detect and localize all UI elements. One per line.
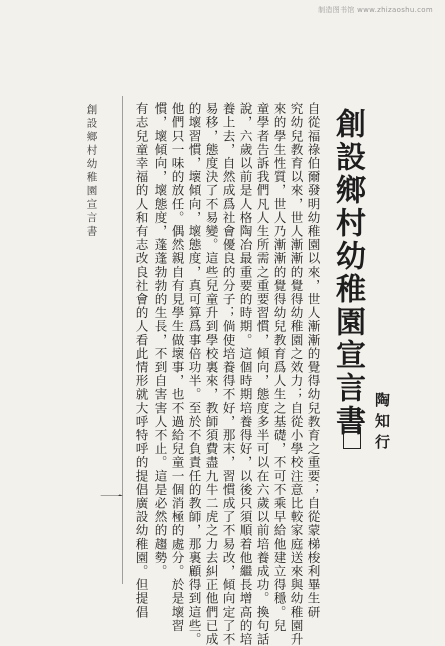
body-line: 慣，壞傾向，壞態度，蓬蓬勃勃的生長，不到自害害人不止。這是必然的趨勢。 (152, 102, 168, 578)
running-footer: 創設鄉村幼稚園宣言書 (85, 104, 98, 239)
document-title: 創設鄉村幼稚園宣言書 (330, 108, 365, 438)
body-line: 易移，態度決了不易變。這些兒童升到學校裏來，教師須費盡九牛二虎之力去糾正他們已成 (203, 102, 219, 646)
author-name: 陶知行 (373, 392, 391, 455)
body-line: 的壞習慣，壞傾向，壞態度，真可算爲事倍功半。至於不負責任的教師，那裏顧得到這些。 (186, 102, 202, 646)
body-line: 究幼兒教育以來，世人漸漸的覺得幼稚園之效力；自從小學校注意比較家庭送來與幼稚園升 (288, 102, 304, 646)
body-line: 自從福祿伯爾發明幼稚園以來，世人漸漸的覺得幼兒教育之重要；自從蒙梯梭利畢生研 (305, 102, 321, 619)
body-line: 來的學生性質，世人乃漸漸的覺得幼兒教育爲人生之基礎，不可不乘早給他建立得穩。兒 (271, 102, 287, 633)
body-line: 說，六歲以前是人格陶冶最重要的時期。這個時期培養得好，以後只須順着他繼長增高的培 (237, 102, 253, 646)
body-line: 養上去，自然成爲社會優良的分子；倘使培養得不好，那末，習慣成了不易改，傾向定了不 (220, 102, 236, 646)
author-marker (343, 427, 361, 449)
page-number: 一 (99, 490, 124, 503)
body-line: 有志兒童幸福的人和有志改良社會的人看此情形就大呼特呼的提倡廣設幼稚園。但提倡 (133, 102, 149, 619)
body-line: 他們只一味的放任。偶然親自有見學生做壞事，也不過給兒童一個消極的處分。於是壞習 (169, 102, 185, 633)
body-line: 童學者告訴我們凡人生所需之重要習慣，傾向，態度多半可以在六歲以前培養成功。換句話 (254, 102, 270, 646)
watermark: 制造图书馆 www.zhizaoshu.com (318, 6, 433, 14)
column-rule (122, 96, 123, 584)
